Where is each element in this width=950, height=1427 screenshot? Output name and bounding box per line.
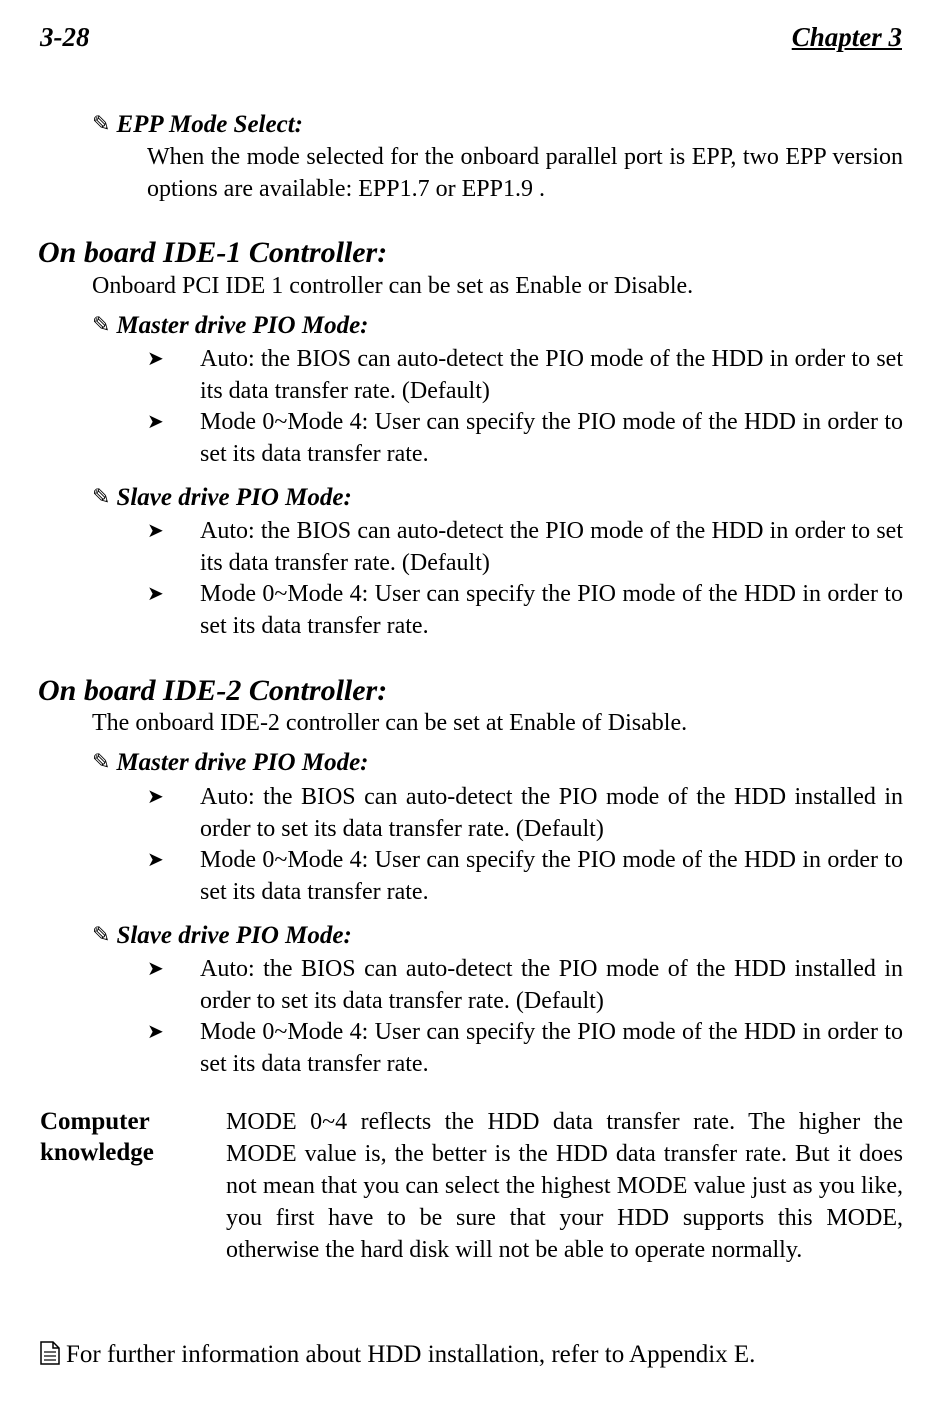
ide2-master-title: Master drive PIO Mode: (116, 749, 369, 776)
ide2-description: The onboard IDE-2 controller can be set at Enable of Disable. (92, 710, 688, 736)
ide1-master-title: Master drive PIO Mode: (116, 312, 369, 339)
document-note-icon (40, 1341, 60, 1372)
ide1-slave-auto-item (147, 515, 903, 579)
ide1-master-mode-item (147, 406, 903, 470)
ide2-slave-auto-text: Auto: the BIOS can auto-detect the PIO mode of the HDD installed in order to set its data transfer rate. (Default) (200, 956, 903, 1014)
epp-mode-title: EPP Mode Select: (116, 111, 303, 138)
computer-knowledge-text: MODE 0~4 reflects the HDD data transfer rate. The higher the MODE value is, the better is the HDD data transfer rate. But it does not mean that you can select the highest MODE value just as you like, you first have to be sure that your HDD supports this MODE, otherwise the hard disk will not be able to operate normally. (226, 1109, 903, 1263)
ide1-master-auto-text: Auto: the BIOS can auto-detect the PIO mode of the HDD in order to set its data transfer rate. (Default) (200, 346, 903, 404)
ide2-master-mode-item (147, 844, 903, 908)
ide1-master-auto-item (147, 343, 903, 407)
appendix-note (40, 1341, 755, 1372)
ide1-slave-auto-text: Auto: the BIOS can auto-detect the PIO mode of the HDD in order to set its data transfer rate. (Default) (200, 518, 903, 576)
pen-icon: ✎ (92, 749, 111, 774)
computer-knowledge-label (40, 1106, 154, 1168)
epp-mode-text: When the mode selected for the onboard parallel port is EPP, two EPP version options are available: EPP1.7 or EPP1.9 . (147, 144, 903, 202)
arrow-bullet-icon: ➤ (147, 786, 164, 808)
chapter-title: Chapter 3 (791, 22, 902, 52)
ide2-section-title: On board IDE-2 Controller: (38, 674, 388, 707)
ide1-slave-mode-item (147, 578, 903, 642)
appendix-note-text: For further information about HDD installation, refer to Appendix E. (66, 1341, 756, 1368)
ide1-description: Onboard PCI IDE 1 controller can be set as Enable or Disable. (92, 273, 694, 299)
computer-knowledge-label-line1: Computer (40, 1108, 150, 1135)
ide2-master-heading (92, 749, 369, 777)
ide1-master-heading (92, 312, 369, 340)
ide2-master-mode-text: Mode 0~Mode 4: User can specify the PIO mode of the HDD in order to set its data transfer rate. (200, 847, 903, 905)
pen-icon: ✎ (92, 111, 111, 136)
arrow-bullet-icon: ➤ (147, 1021, 164, 1043)
ide1-slave-heading (92, 484, 352, 512)
ide2-slave-title: Slave drive PIO Mode: (116, 922, 352, 949)
arrow-bullet-icon: ➤ (147, 583, 164, 605)
pen-icon: ✎ (92, 484, 111, 509)
ide1-slave-mode-text: Mode 0~Mode 4: User can specify the PIO mode of the HDD in order to set its data transfer rate. (200, 581, 903, 639)
arrow-bullet-icon: ➤ (147, 411, 164, 433)
ide2-master-auto-item (147, 781, 903, 845)
epp-mode-heading (92, 111, 303, 139)
pen-icon: ✎ (92, 922, 111, 947)
arrow-bullet-icon: ➤ (147, 849, 164, 871)
ide2-slave-mode-item (147, 1016, 903, 1080)
ide2-slave-mode-text: Mode 0~Mode 4: User can specify the PIO mode of the HDD in order to set its data transfer rate. (200, 1019, 903, 1077)
ide2-slave-heading (92, 922, 352, 950)
ide2-slave-auto-item (147, 953, 903, 1017)
ide1-slave-title: Slave drive PIO Mode: (116, 484, 352, 511)
ide1-section-title: On board IDE-1 Controller: (38, 236, 388, 269)
ide1-master-mode-text: Mode 0~Mode 4: User can specify the PIO mode of the HDD in order to set its data transfer rate. (200, 409, 903, 467)
arrow-bullet-icon: ➤ (147, 348, 164, 370)
computer-knowledge-label-line2: knowledge (40, 1139, 154, 1166)
ide2-master-auto-text: Auto: the BIOS can auto-detect the PIO mode of the HDD installed in order to set its data transfer rate. (Default) (200, 784, 903, 842)
arrow-bullet-icon: ➤ (147, 520, 164, 542)
pen-icon: ✎ (92, 312, 111, 337)
page-number: 3-28 (40, 22, 90, 52)
arrow-bullet-icon: ➤ (147, 958, 164, 980)
